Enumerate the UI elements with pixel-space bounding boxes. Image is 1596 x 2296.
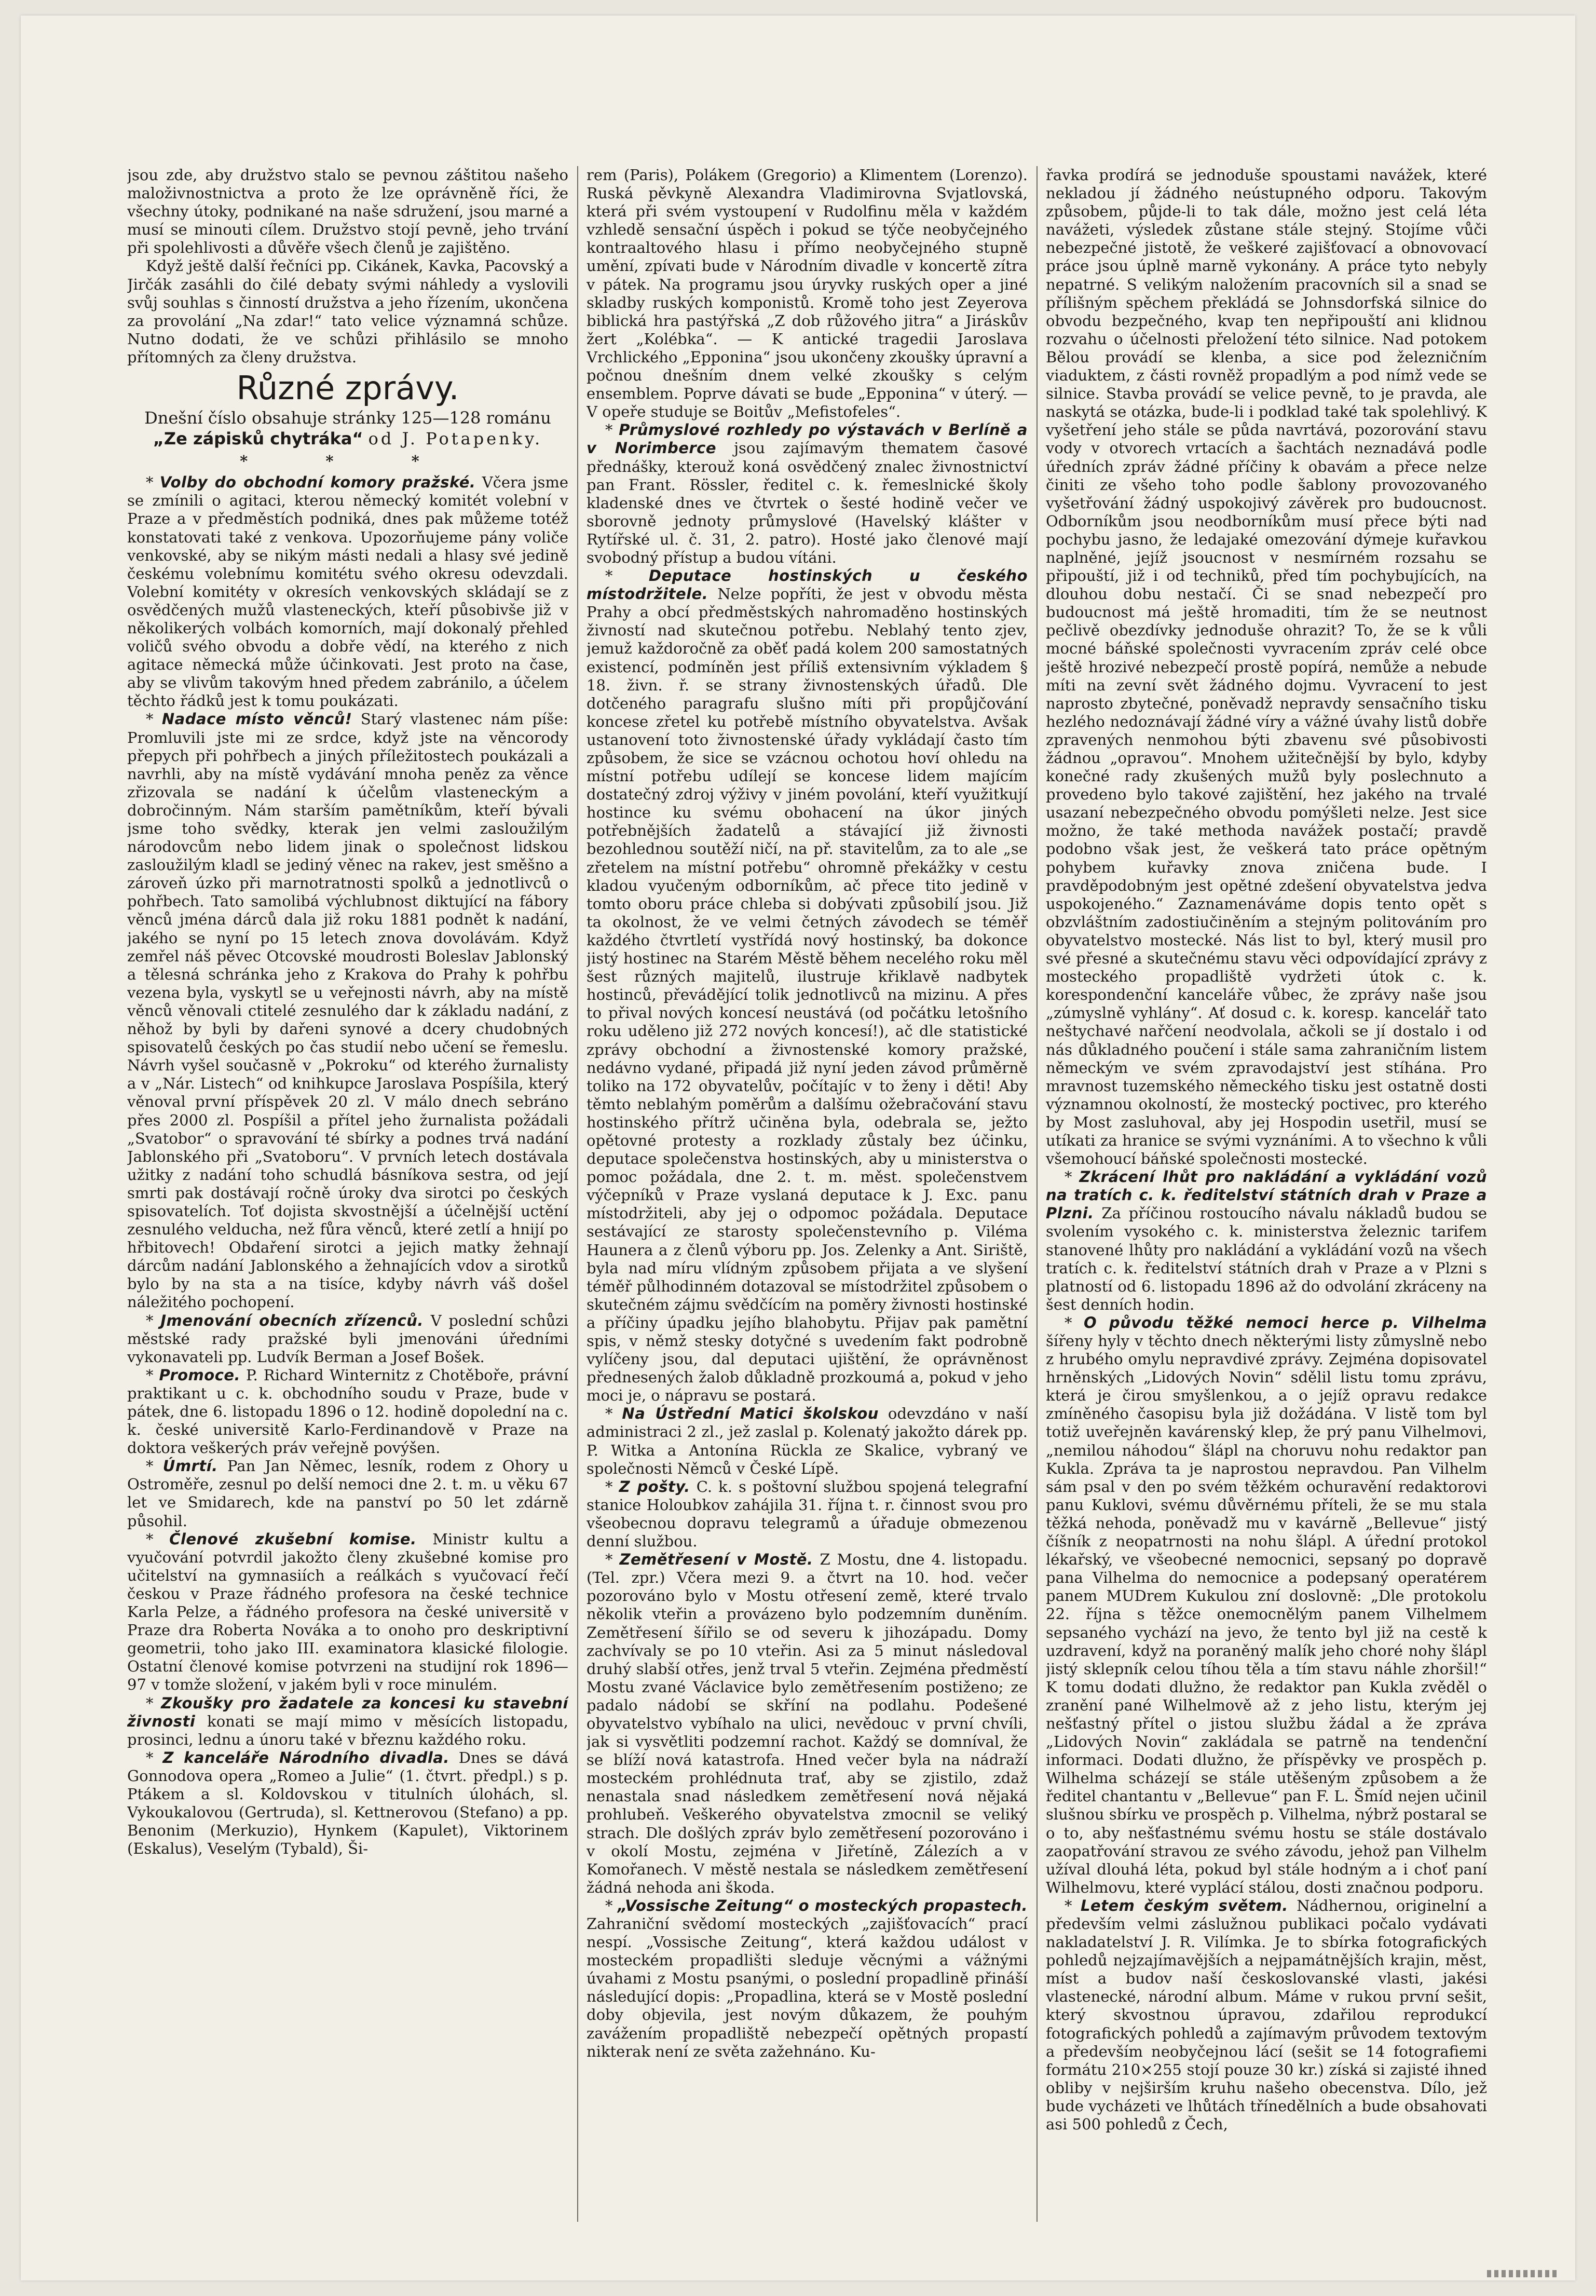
article-heading: Zemětřesení v Mostě. — [619, 1551, 813, 1569]
lead-text: Dnešní číslo obsahuje stránky 125—128 románu — [144, 408, 551, 428]
article-text: šířeny hyly v těchto dnech některými listy zůmyslně nebo z hrubého omylu nepravdivé zprávy. Zejména dopisovatel hrněnských „Lidových Novin“ sdělil listu tomu zprávu, která je čirou smyšlenkou, a o jejíž opravu redakce zmíněného časopisu byla již dožádána. V listě tom byl totiž uveřejněn kavárenský klep, že prý panu Vilhelmovi, „nemilou náhodou“ šlápl na choruvu nohu redaktor pan Kukla. Zpráva ta je naprostou nepravdou. Pan Vilhelm sám psal v den po svém těžkém ochuravění redaktorovi panu Kuklovi, svému důvěrnému příteli, že se mu stala těžká nehoda, poněvadž mu v kavárně „Bellevue“ jistý číšník z neopatrnosti na nohu šlápl. A úřední protokol lékařský, ve všeobecné nemocnici, sepsaný po dopravě pana Vilhelma do nemocnice a podepsaný operatérem panem MUDrem Kukulou zní doslovně: „Dle protokolu 22. října s těžce onemocnělým panem Vilhelmem sepsaného vychází na jevo, že tento byl již na cestě k uzdravení, když na poraněný malík jeho choré nohy šlápl jistý sklepník celou tíhou těla a tím stavu náhle zhoršil!“ K tomu dodati dlužno, že redaktor pan Kukla zvěděl o zranění pané Wilhelmově až z jeho listu, kterým jej nešťastný přítel o jistou službu žádal a že zpráva „Lidových Novin“ zakládala se patrně na tendenční informaci. Dodati dlužno, že příspěvky ve prospěch p. Wilhelma scházejí se stále utěšeným způsobem a že ředitel chantantu v „Bellevue“ pan F. L. Šmíd nejen učinil slušnou sbírku ve prospěch p. Vilhelma, nýbrž postaral se o to, aby nešťastnému svému hostu se stále dostávalo zaopatřování stravou ze svého závodu, jehož pan Vilhelm užíval dlouhá léta, pokud byl stále hodným a i choť paní Wilhelmovu, které vyplácí stálou, dosti značnou podporu. — [1046, 1332, 1487, 1896]
article-text: Nádhernou, originelní a především velmi záslužnou publikaci počalo vydávati nakladatelství J. R. Vilímka. Je to sbírka fotografických pohledů nejzajímavějších a nejpamátnějších krajin, měst, míst a budov naší českoslovanské vlasti, jakési vlastenecké, národní album. Máme v rukou první sešit, který skvostnou úpravou, zdařilou reprodukcí fotografických pohledů a zajímavým průvodem textovým a především neobyčejnou lácí (sešit se 14 fotografiemi formátu 210×255 stojí pouze 30 kr.) získá si zajisté ihned obliby v nejširším kruhu našeho obecenstva. Dílo, jež bude vycházeti ve lhůtách třínedělních a bude obsahovati asi 500 pohledů z Čech, — [1046, 1896, 1487, 2134]
article-text: Nelze popříti, že jest v obvodu města Prahy a obcí předměstských nahromaděno hostinských živností nad skutečnou potřebu. Neblahý tento zjev, jemuž každoročně za oběť padá kolem 200 samostatných existencí, podmíněn jest příliš extensivním výkladem § 18. živn. ř. se strany živnostenských úřadů. Dle dotčeného paragrafu slušno míti při propůjčování koncese zřetel ku potřebě místního obyvatelstva. Avšak ustanovení toto živnostenské úřady vykládají často tím způsobem, že sice se vzácnou ochotou hoví ohledu na místní potřebu udílejí se koncese lidem majícím dostatečný zdroj výživy v jiném povolání, kteří využitkují hostince ku svému obohacení na úkor jiných potřebnějších žadatelů a stávající již živnosti bezohlednou soutěží ničí, na př. stavitelům, za to ale „se zřetelem na místní potřebu“ ohromně překážky v cestu kladou vyučeným odborníkům, ač přece tito jedině v tomto oboru práce chleba si dobývati způsobilí jsou. Již ta okolnost, že ve velmi četných závodech se téměř každého čtvrtletí vystřídá nový hostinský, ba dokonce jistý hostinec na Starém Městě během necelého roku měl šest různých majitelů, ilustruje křiklavě nadbytek hostinců, převádějící tolik jednotlivců na mizinu. A přes to přival nových koncesí neustává (od počátku letošního roku uděleno již 272 nových koncesí!), ač dle statistické zprávy obchodní a živnostenské komory pražské, nedávno vydané, připadá již nyní jeden závod průměrně toliko na 172 obyvatelův, počítajíc v to ženy i děti! Aby těmto neblahým poměrům a dalšímu ožebračování stavu hostinského přítrž učiněna byla, odebrala se, ježto opětovné protesty a rozklady zůstaly bez účinku, deputace společenstva hostinských, aby u ministerstva o pomoc požádala, dne 2. t. m. měst. společenstvem výčepníků v Praze vyslaná deputace k J. Exc. panu místodržiteli, aby jej o odpomoc požádala. Deputace sestávající ze starosty společenstevního p. Viléma Haunera a z členů výboru pp. Jos. Zelenky a Ant. Siriště, byla nad míru vlídným způsobem přijata a ve slyšení téměř půlhodinném dotazoval se místodržitel způsobem o skutečném zájmu svědčícím na poměry živnosti hostinské a příčiny úpadku jejího blahobytu. Přijav pak pamětní spis, v němž stesky dotyčné s uvedením fakt podrobně vylíčeny jsou, dal deputaci ujištění, že oprávněnost přednesených žalob důkladně prozkoumá a, pokud v jeho moci je, o nápravu se postará. — [586, 585, 1028, 1405]
article-heading: „Vossische Zeitung“ o mosteckých propastech. — [617, 1896, 1028, 1914]
paragraph: Když ještě další řečníci pp. Cikánek, Kavka, Pacovský a Jirčák zasáhli do čilé debaty svými náhledy a vyslovili svůj souhlas s činností družstva a jeho řízením, ukončena za provolání „Na zdar!“ tato velice významná schůze. Nutno dodati, že ve schůzi přihlásilo se mnoho přítomných za členy družstva. — [127, 257, 568, 366]
article-heading: Z pošty. — [619, 1477, 690, 1496]
article: * Členové zkušební komise. Ministr kultu a vyučování potvrdil jakožto členy zkušebné komise pro učitelství na gymnasiích a reálkách s vyučovací řečí českou v Praze řádného profesora na české technice Karla Pelze, a řádného profesora na české universitě v Praze dra Roberta Nováka a to onoho pro deskriptivní geometrii, toho jako III. examinatora klasické filologie. Ostatní členové komise potvrzeni na studijní rok 1896—97 v tomže složení, v jakém byli v roce minulém. — [127, 1530, 568, 1694]
article-heading: Nadace místo věnců! — [161, 710, 352, 728]
article-heading: O původu těžké nemoci herce p. Vilhelma — [1084, 1313, 1487, 1332]
article-heading: Úmrtí. — [162, 1457, 218, 1475]
article-heading: Jmenování obecních zřízenců. — [160, 1311, 424, 1329]
article: * Deputace hostinských u českého místodržitele. Nelze popříti, že jest v obvodu města Prahy a obcí předměstských nahromaděno hostinských živností nad skutečnou potřebu. Neblahý tento zjev, jemuž každoročně za oběť padá kolem 200 samostatných existencí, podmíněn jest příliš extensivním výkladem § 18. živn. ř. se strany živnostenských úřadů. Dle dotčeného paragrafu slušno míti při propůjčování koncese zřetel ku potřebě místního obyvatelstva. Avšak ustanovení toto živnostenské úřady vykládají často tím způsobem, že sice se vzácnou ochotou hoví ohledu na místní potřebu udílejí se koncese lidem majícím dostatečný zdroj výživy v jiném povolání, kteří využitkují hostince ku svému obohacení na úkor jiných potřebnějších žadatelů a stávající již živnosti bezohlednou soutěží ničí, na př. stavitelům, za to ale „se zřetelem na místní potřebu“ ohromně překážky v cestu kladou vyučeným odborníkům, ač přece tito jedině v tomto oboru práce chleba si dobývati způsobilí jsou. Již ta okolnost, že ve velmi četných závodech se téměř každého čtvrtletí vystřídá nový hostinský, ba dokonce jistý hostinec na Starém Městě během necelého roku měl šest různých majitelů, ilustruje křiklavě nadbytek hostinců, převádějící tolik jednotlivců na mizinu. A přes to přival nových koncesí neustává (od počátku letošního roku uděleno již 272 nových koncesí!), ač dle statistické zprávy obchodní a živnostenské komory pražské, nedávno vydané, připadá již nyní jeden závod průměrně toliko na 172 obyvatelův, počítajíc v to ženy i děti! Aby těmto neblahým poměrům a dalšímu ožebračování stavu hostinského přítrž učiněna byla, odebrala se, ježto opětovné protesty a rozklady zůstaly bez účinku, deputace společenstva hostinských, aby u ministerstva o pomoc požádala, dne 2. t. m. měst. společenstvem výčepníků v Praze vyslaná deputace k J. Exc. panu místodržiteli, aby jej o odpomoc požádala. Deputace sestávající ze starosty společenstevního p. Viléma Haunera a z členů výboru pp. Jos. Zelenky a Ant. Siriště, byla nad míru vlídným způsobem přijata a ve slyšení téměř půlhodinném dotazoval se místodržitel způsobem o skutečném zájmu svědčícím na poměry živnosti hostinské a příčiny úpadku jejího blahobytu. Přijav pak pamětní spis, v němž stesky dotyčné s uvedením fakt podrobně vylíčeny jsou, dal deputaci ujištění, že oprávněnost přednesených žalob důkladně prozkoumá a, pokud v jeho moci je, o nápravu se postará. — [586, 567, 1028, 1405]
column-rule — [577, 166, 578, 2222]
article-heading: Členové zkušební komise. — [169, 1530, 417, 1548]
column-1 — [127, 166, 568, 2222]
lead-notice — [127, 407, 568, 449]
scan-edge-mark — [1487, 2270, 1560, 2277]
article-heading: Průmyslové rozhledy po výstavách v Berlíně a v Norimberce — [586, 421, 1028, 457]
article-text: konati se mají mimo v měsících listopadu, prosinci, lednu a únoru také v březnu každého roku. — [127, 1712, 568, 1748]
paragraph: rem (Paris), Polákem (Gregorio) a Klimentem (Lorenzo). Ruská pěvkyně Alexandra Vladimirovna Svjatlovská, která při svém vystoupení v Rudolfinu měla v každém vzhledě sensační úspěch i pokud se týče neobyčejného kontraaltového hlasu i přímo neobyčejného stupně umění, zpívati bude v Národním divadle v koncertě zítra v pátek. Na programu jsou úryvky ruských oper a jiné skladby ruských komponistů. Kromě toho jest Zeyerova biblická hra pastýřská „Z dob růžového jitra“ a Jiráskův žert „Kolébka“. — K antické tragedii Jaroslava Vrchlického „Epponina“ jsou ukončeny zkoušky úpravní a počnou dnešním dnem velké zkoušky s celým ensemblem. Poprve dávati se bude „Epponina“ v úterý. — V opeře studuje se Boitův „Mefistofeles“. — [586, 166, 1028, 421]
column-rule — [1036, 166, 1038, 2222]
article-text: Zahraniční svědomí mosteckých „zajišťovacích“ prací nespí. „Vossische Zeitung“, která každou událost v mosteckém propadlišti sleduje věcnými a vážnými úvahami z Mostu psanými, o poslední propadlině přináší následující dopis: „Propadlina, která se v Mostě poslední doby objevila, jest novým důkazem, že pouhým zavážením propadliště nebezpečí opětných propastí nikterak není ze světa zažehnáno. Ku- — [586, 1915, 1028, 2060]
article: * Letem českým světem. Nádhernou, originelní a především velmi záslužnou publikaci počalo vydávati nakladatelství J. R. Vilímka. Je to sbírka fotografických pohledů nejzajímavějších a nejpamátnějších krajin, měst, míst a budov naší českoslovanské vlasti, jakési vlastenecké, národní album. Máme v rukou první sešit, který skvostnou úpravou, zdařilou reprodukcí fotografických pohledů a zajímavým průvodem textovým a především neobyčejnou lácí (sešit se 14 fotografiemi formátu 210×255 stojí pouze 30 kr.) získá si zajisté ihned obliby v nejširším kruhu našeho obecenstva. Dílo, jež bude vycházeti ve lhůtách třínedělních a bude obsahovati asi 500 pohledů z Čech, — [1046, 1896, 1487, 2134]
article-text: Z Mostu, dne 4. listopadu. (Tel. zpr.) Včera mezi 9. a čtvrt na 10. hod. večer pozorováno bylo v Mostu otřesení země, které trvalo několik vteřin a provázeno bylo podzemním duněním. Zemětřesení šířilo se od severu k jihozápadu. Domy zachvívaly se po 10 vteřin. Asi za 5 minut následoval druhý slabší otřes, jenž trval 5 vteřin. Zejména předměstí Mostu zvané Václavice bylo zemětřesením postiženo; ze padalo nádobí se skříní na podlahu. Podešené obyvatelstvo vybíhalo na ulici, nevědouc v první chvíli, jak si vysvětliti podzemní rachot. Každý se domníval, že se blíží nová katastrofa. Hned večer byla na nádraží mosteckém prohlédnuta trať, aby se zjistilo, zdaž nenastala snad následkem zemětřesení nová nějaká prohlubeň. Veškerého obyvatelstva zmocnil se veliký strach. Dle došlých zpráv bylo zemětřesení pozorováno i v okolí Mostu, zejména v Jiřetíně, Zálezích a v Komořanech. V městě nestala se následkem zemětřesení žádná nehoda ani škoda. — [586, 1551, 1028, 1896]
article: * Volby do obchodní komory pražské. Včera jsme se zmínili o agitaci, kterou německý komitét volební v Praze a v předměstích podniká, dnes pak můžeme totéž konstatovati také z venkova. Upozorňujeme pány voliče venkovské, aby se nikým másti nedali a hlasy své jedině českému volebnímu komitétu svého okresu odevzdali. Volební komitéty v okresích venkovských skládají se z osvědčených mužů vlasteneckých, kteří působivše již v několikerých volbách komorních, mají dokonalý přehled voličů svého obvodu a dobře vědí, na kterého z nich agitace německá může účinkovati. Jest proto na čase, aby se vlivům takovým hned předem zabránilo, a účelem těchto řádků jest k tomu poukázati. — [127, 473, 568, 710]
article: * Zkoušky pro žadatele za koncesi ku stavební živnosti konati se mají mimo v měsících listopadu, prosinci, lednu a únoru také v březnu každého roku. — [127, 1694, 568, 1748]
article-text: jsou zajímavým thematem časové přednášky, kterouž koná osvědčený znalec živnostnictví pan Frant. Rössler, ředitel c. k. řemeslnické školy kladenské dnes ve čtvrtek o šesté hodině večer ve sborovně jednoty průmyslové (Havelský klášter v Rytířské ul. č. 31, 2. patro). Hosté jako členové mají svobodný přístup a budou vítáni. — [586, 439, 1028, 566]
article-heading: Volby do obchodní komory pražské. — [159, 473, 476, 492]
article-text: Pan Jan Němec, lesník, rodem z Ohory u Ostroměře, zesnul po delší nemoci dne 2. t. m. u věku 67 let ve Smidarech, kde na panství po 50 let zdárně půsohil. — [127, 1457, 568, 1530]
article: * „Vossische Zeitung“ o mosteckých propastech. Zahraniční svědomí mosteckých „zajišťovacích“ prací nespí. „Vossische Zeitung“, která každou událost v mosteckém propadlišti sleduje věcnými a vážnými úvahami z Mostu psanými, o poslední propadlině přináší následující dopis: „Propadlina, která se v Mostě poslední doby objevila, jest novým důkazem, že pouhým zavážením propadliště nebezpečí opětných propastí nikterak není ze světa zažehnáno. Ku- — [586, 1896, 1028, 2060]
article-heading: Promoce. — [159, 1366, 241, 1384]
article: * Na Ústřední Matici školskou odevzdáno v naší administraci 2 zl., jež zaslal p. Kolenatý jakožto dárek pp. P. Witka a Antonína Rückla ze Skalice, vybraný ve společnosti Němců v České Lípě. — [586, 1405, 1028, 1477]
article-heading: Letem českým světem. — [1081, 1896, 1288, 1914]
article-text: Starý vlastenec nám píše: Promluvili jste mi ze srdce, když jste na věncorody přepych při pohřbech a jiných příležitostech poukázali a navrhli, aby na místě vydávání mnoha peněz za věnce zřizovala se nadání k účelům vlasteneckým a dobročinným. Nám starším pamětníkům, kteří bývali jsme toho svědky, kterak jen velmi zasloužilým národovcům nebo lidem jinak o společnost lidskou zasloužilým kladl se jediný věnec na rakev, jest směšno a zároveň úzko při marnotratnosti spolků a jednotlivců o pohřbech. Tato samolibá výchlubnost diktující na fábory věnců jména dárců dala již roku 1881 podnět k nadání, jakého se nyní po 15 letech znova dovolávám. Když zemřel náš pěvec Otcovské moudrosti Boleslav Jablonský a tělesná schránka jeho z Krakova do Prahy k pohřbu vezena byla, vyskytl se u veřejnosti návrh, aby na místě věnců věnovali ctitelé zesnulého dar k základu nadání, z něhož by byli by dařeni synové a dcery chudobných spisovatelů českých po čas studií nebo učení se řemeslu. Návrh vyšel současně v „Pokroku“ od kterého žurnalisty a v „Nár. Listech“ od knihkupce Jaroslava Pospíšila, který věnoval první příspěvek 20 zl. V málo dnech sebráno přes 2000 zl. Pospíšil a přítel jeho žurnalista požádali „Svatobor“ o spravování té sbírky a podnes trvá nadání Jablonského při „Svatoboru“. V prvních letech dostávala užitky z nadání toho schudlá básníkova sestra, od její smrti pak dostávají ročně úroky dva sirotci po českých spisovatelích. Toť dojista skvostnější a účelnější uctění zesnulého velducha, než fůra věnců, které zetlí a hnijí po hřbitovech! Obdaření sirotci a jejich matky žehnají dárcům nadání Jablonského a žehnajících vdov a sirotků bylo by na sta a na tisíce, kdyby návrh váš došel náležitého pochopení. — [127, 710, 568, 1311]
article: * Z pošty. C. k. s poštovní službou spojená telegrafní stanice Holoubkov zahájila 31. října t. r. činnost svou pro všeobecnou dopravu telegramů a úřaduje obmezenou denní službou. — [586, 1477, 1028, 1551]
paragraph: jsou zde, aby družstvo stalo se pevnou záštitou našeho maloživnostnictva a proto že lze oprávněně říci, že všechny útoky, podnikané na naše sdružení, jsou marné a musí se minouti cílem. Družstvo stojí pevně, jeho trvání při spolehlivosti a důvěře všech členů je zajištěno. — [127, 166, 568, 257]
section-divider: * * * — [240, 452, 456, 470]
article-heading: Deputace hostinských u českého místodržitele. — [586, 567, 1028, 603]
article: * Průmyslové rozhledy po výstavách v Berlíně a v Norimberce jsou zajímavým thematem časové přednášky, kterouž koná osvědčený znalec živnostnictví pan Frant. Rössler, ředitel c. k. řemeslnické školy kladenské dnes ve čtvrtek o šesté hodině večer ve sborovně jednoty průmyslové (Havelský klášter v Rytířské ul. č. 31, 2. patro). Hosté jako členové mají svobodný přístup a budou vítáni. — [586, 421, 1028, 566]
article-text: odevzdáno v naší administraci 2 zl., jež zaslal p. Kolenatý jakožto dárek pp. P. Witka a Antonína Rückla ze Skalice, vybraný ve společnosti Němců v České Lípě. — [586, 1405, 1028, 1477]
article: * Promoce. P. Richard Winternitz z Chotěboře, právní praktikant u c. k. obchodního soudu v Praze, bude v pátek, dne 6. listopadu 1896 o 12. hodině dopolední na c. k. české universitě Karlo-Ferdinandově v Praze na doktora veškerých práv veřejně povýšen. — [127, 1366, 568, 1457]
paragraph: řavka prodírá se jednoduše spoustami navážek, které nekladou jí žádného neústupného odporu. Takovým způsobem, půjde-li to tak dále, možno jest celá léta navážeti, výsledek zůstane stále stejný. Stojíme vůči nebezpečné jistotě, že veškeré zajišťovací a obnovovací práce jsou úplně marně vykonány. A práce tyto nebyly nepatrné. S velikým naložením pracovních sil a snad se přílišným spěchem překládá se Johnsdorfská silnice do obvodu bezpečného, kvap ten nepřipouští ani klidnou rozvahu o účelnosti přeložení této silnice. Nad potokem Bělou provádí se klenba, a sice pod železničním viaduktem, z části rovněž propadlým a pod nímž vede se silnice. Stavba provádí se velice pevně, to je pravda, ale naskytá se otázka, bude-li i podklad také tak spolehlivý. K vyšetření jeho stále se půda navrtává, pozorování stavu vody v otvorech vrtacích a šachtách neznadává podle úředních zpráv žádné příčiny k obavám a přece nelze činiti ze všeho toho podle šablony provozovaného vyšetřování žádný uspokojivý závěrek pro budoucnost. Odborníkům jsou neodborníkům musí přece býti nad pochybu jasno, že ledajaké omezování dýmeje kuřavkou naplněné, jejíž jsoucnost v nesmírném rozsahu se připouští, již i od techniků, před tím pochybujících, na dlouhou dobu nestačí. Či se snad nebezpečí pro budoucnost má ještě hromaditi, tím že se neutnost pečlivě obezdívky jednoduše ohrazit? To, že se k vůli mocné báňské společnosti vyvracením zpráv celé obce ještě hrozivé nebezpečí prostě popírá, nemůže a nebude míti na zevní svět žádného dojmu. Vyvracení to jest naprosto zbytečné, poněvadž nepravdy sensačního tisku hezlého nedoznávají žádné víry a vážné úvahy listů dobře zpravených nenmohou býti zbavenu své působivosti žádnou „opravou“. Mnohem užitečnější by bylo, kdyby konečné rady zkušených mužů byly poslechnuto a provedeno bylo takové zajištění, hez jakého na trvalé usazaní nebezpečného obvodu pomýšleti nelze. Jest sice možno, že také methoda navážek postačí; pravdě podobno však jest, že veškerá tato práce opětným pohybem kuřavky znova zničena bude. I pravděpodobným jest opětné zdešení obyvatelstva jedva uspokojeného.“ Zaznamenáváme dopis tento opět s obzvláštním zadostiučiněním a stejným politováním pro obyvatelstvo mostecké. Nás list to byl, který musil pro své přesné a skutečnému stavu věci odpovídající zprávy z mosteckého propadliště vydržeti útok c. k. korespondenční kanceláře vůbec, že zprávy naše jsou „zúmyslně vyhlány“. Ať dosud c. k. koresp. kancelář tato neštychavé nařčení neodvolala, ačkoli se jí dostalo i od nás důkladného poučení i stále sama zahraničním listem německým ve svém zpravodajství jest stíhána. Pro mravnost tuzemského německého tisku jest ostatně dosti významnou okolností, že mostecký poctivec, pro kterého by Most zasluhoval, aby jej Hospodin usetřil, musí se utíkati za hranice se svými vyznáními. A to všechno k vůli všemohoucí báňské společnosti mostecké. — [1046, 166, 1487, 1168]
article-heading: Zkoušky pro žadatele za koncesi ku stavební živnosti — [127, 1694, 568, 1730]
section-title: Různé zprávy. — [236, 369, 459, 407]
article: * Zkrácení lhůt pro nakládání a vykládání vozů na tratích c. k. ředitelství státních drah v Praze a Plzni. Za příčinou rostoucího návalu nákladů budou se svolením vysokého c. k. ministerstva železnic tarifem stanovené lhůty pro nakládání a vykládání vozů na všech tratích c. k. ředitelství státních drah v Praze a v Plzni s platností od 6. listopadu 1896 až do odvolání zkráceny na šest denních hodin. — [1046, 1168, 1487, 1313]
article: * Úmrtí. Pan Jan Němec, lesník, rodem z Ohory u Ostroměře, zesnul po delší nemoci dne 2. t. m. u věku 67 let ve Smidarech, kde na panství po 50 let zdárně půsohil. — [127, 1457, 568, 1530]
article-text: Za příčinou rostoucího návalu nákladů budou se svolením vysokého c. k. ministerstva železnic tarifem stanovené lhůty pro nakládání a vykládání vozů na všech tratích c. k. ředitelství státních drah v Praze a v Plzni s platností od 6. listopadu 1896 až do odvolání zkráceny na šest denních hodin. — [1046, 1204, 1487, 1313]
article: * Nadace místo věnců! Starý vlastenec nám píše: Promluvili jste mi ze srdce, když jste na věncorody přepych při pohřbech a jiných příležitostech poukázali a navrhli, aby na místě vydávání mnoha peněz za věnce zřizovala se nadání k účelům vlasteneckým a dobročinným. Nám starším pamětníkům, kteří bývali jsme toho svědky, kterak jen velmi zasloužilým národovcům nebo lidem jinak o společnost lidskou zasloužilým kladl se jediný věnec na rakev, jest směšno a zároveň úzko při marnotratnosti spolků a jednotlivců o pohřbech. Tato samolibá výchlubnost diktující na fábory věnců jména dárců dala již roku 1881 podnět k nadání, jakého se nyní po 15 letech znova dovolávám. Když zemřel náš pěvec Otcovské moudrosti Boleslav Jablonský a tělesná schránka jeho z Krakova do Prahy k pohřbu vezena byla, vyskytl se u veřejnosti návrh, aby na místě věnců věnovali ctitelé zesnulého dar k základu nadání, z něhož by byli by dařeni synové a dcery chudobných spisovatelů českých po čas studií nebo učení se řemeslu. Návrh vyšel současně v „Pokroku“ od kterého žurnalisty a v „Nár. Listech“ od knihkupce Jaroslava Pospíšila, který věnoval první příspěvek 20 zl. V málo dnech sebráno přes 2000 zl. Pospíšil a přítel jeho žurnalista požádali „Svatobor“ o spravování té sbírky a podnes trvá nadání Jablonského při „Svatoboru“. V prvních letech dostávala užitky z nadání toho schudlá básníkova sestra, od její smrti pak dostávají ročně úroky dva sirotci po českých spisovatelích. Toť dojista skvostnější a účelnější uctění zesnulého velducha, než fůra věnců, které zetlí a hnijí po hřbitovech! Obdaření sirotci a jejich matky žehnají dárcům nadání Jablonského a žehnajících vdov a sirotků bylo by na sta a na tisíce, kdyby návrh váš došel náležitého pochopení. — [127, 710, 568, 1311]
article: * Jmenování obecních zřízenců. V poslední schůzi městské rady pražské byli jmenováni úředními vykonavateli pp. Ludvík Berman a Josef Bošek. — [127, 1311, 568, 1366]
article-text: P. Richard Winternitz z Chotěboře, právní praktikant u c. k. obchodního soudu v Praze, bude v pátek, dne 6. listopadu 1896 o 12. hodině dopolední na c. k. české universitě Karlo-Ferdinandově v Praze na doktora veškerých práv veřejně povýšen. — [127, 1366, 568, 1457]
article-text: Dnes se dává Gonnodova opera „Romeo a Julie“ (1. čtvrt. předpl.) s p. Ptákem a sl. Koldovskou v titulních úlohách, sl. Vykoukalovou (Gertruda), sl. Kettnerovou (Stefano) a pp. Benonim (Merkuzio), Hynkem (Kapulet), Viktorinem (Eskalus), Veselým (Tybald), Ši- — [127, 1748, 568, 1858]
article: * Zemětřesení v Mostě. Z Mostu, dne 4. listopadu. (Tel. zpr.) Včera mezi 9. a čtvrt na 10. hod. večer pozorováno bylo v Mostu otřesení země, které trvalo několik vteřin a provázeno bylo podzemním duněním. Zemětřesení šířilo se od severu k jihozápadu. Domy zachvívaly se po 10 vteřin. Asi za 5 minut následoval druhý slabší otřes, jenž trval 5 vteřin. Zejména předměstí Mostu zvané Václavice bylo zemětřesením postiženo; ze padalo nádobí se skříní na podlahu. Podešené obyvatelstvo vybíhalo na ulici, nevědouc v první chvíli, jak si vysvětliti podzemní rachot. Každý se domníval, že se blíží nová katastrofa. Hned večer byla na nádraží mosteckém prohlédnuta trať, aby se zjistilo, zdaž nenastala snad následkem zemětřesení nová nějaká prohlubeň. Veškerého obyvatelstva zmocnil se veliký strach. Dle došlých zpráv bylo zemětřesení pozorováno i v okolí Mostu, zejména v Jiřetíně, Zálezích a v Komořanech. V městě nestala se následkem zemětřesení žádná nehoda ani škoda. — [586, 1551, 1028, 1896]
article-heading: Z kanceláře Národního divadla. — [162, 1748, 449, 1767]
article-text: Včera jsme se zmínili o agitaci, kterou německý komitét volební v Praze a v předměstích podniká, dnes pak můžeme totéž konstatovati také z venkova. Upozorňujeme pány voliče venkovské, aby se nikým másti nedali a hlasy své jedině českému volebnímu komitétu svého okresu odevzdali. Volební komitéty v okresích venkovských skládají se z osvědčených mužů vlasteneckých, kteří působivše již v několikerých volbách komorních, mají dokonalý přehled voličů svého obvodu a dobře vědí, na kterého z nich agitace německá může účinkovati. Jest proto na čase, aby se vlivům takovým hned předem zabránilo, a účelem těchto řádků jest k tomu poukázati. — [127, 473, 568, 710]
newspaper-page — [21, 16, 1575, 2280]
article: * O původu těžké nemoci herce p. Vilhelma šířeny hyly v těchto dnech některými listy zůmyslně nebo z hrubého omylu nepravdivé zprávy. Zejména dopisovatel hrněnských „Lidových Novin“ sdělil listu tomu zprávu, která je čirou smyšlenkou, a o jejíž opravu redakce zmíněného časopisu byla již dožádána. V listě tom byl totiž uveřejněn kavárenský klep, že prý panu Vilhelmovi, „nemilou náhodou“ šlápl na choruvu nohu redaktor pan Kukla. Zpráva ta je naprostou nepravdou. Pan Vilhelm sám psal v den po svém těžkém ochuravění redaktorovi panu Kuklovi, svému důvěrnému příteli, že se mu stala těžká nehoda, poněvadž mu v kavárně „Bellevue“ jistý číšník z neopatrnosti na nohu šlápl. A úřední protokol lékařský, ve všeobecné nemocnici, sepsaný po dopravě pana Vilhelma do nemocnice a podepsaný operatérem panem MUDrem Kukulou zní doslovně: „Dle protokolu 22. října s těžce onemocnělým panem Vilhelmem sepsaného vychází na jevo, že tento byl již na cestě k uzdravení, když na poraněný malík jeho choré nohy šlápl jistý sklepník celou tíhou těla a tím stavu náhle zhoršil!“ K tomu dodati dlužno, že redaktor pan Kukla zvěděl o zranění pané Wilhelmově až z jeho listu, kterým jej nešťastný přítel o jistou službu žádal a že zpráva „Lidových Novin“ zakládala se patrně na tendenční informaci. Dodati dlužno, že příspěvky ve prospěch p. Wilhelma scházejí se stále utěšeným způsobem a že ředitel chantantu v „Bellevue“ pan F. L. Šmíd nejen učinil slušnou sbírku ve prospěch p. Vilhelma, nýbrž postaral se o to, aby nešťastnému svému hostu se stále dostávalo zaopatřování stravou ze svého závodu, jehož pan Vilhelm užíval dlouhá léta, pokud byl stále hodným a i choť paní Wilhelmovu, které vyplácí stálou, dosti značnou podporu. — [1046, 1313, 1487, 1896]
article-heading: Zkrácení lhůt pro nakládání a vykládání vozů na tratích c. k. ředitelství státních drah v Praze a Plzni. — [1046, 1168, 1487, 1222]
column-2 — [586, 166, 1028, 2222]
article-text: V poslední schůzi městské rady pražské byli jmenováni úředními vykonavateli pp. Ludvík Berman a Josef Bošek. — [127, 1311, 568, 1366]
article: * Z kanceláře Národního divadla. Dnes se dává Gonnodova opera „Romeo a Julie“ (1. čtvrt. předpl.) s p. Ptákem a sl. Koldovskou v titulních úlohách, sl. Vykoukalovou (Gertruda), sl. Kettnerovou (Stefano) a pp. Benonim (Merkuzio), Hynkem (Kapulet), Viktorinem (Eskalus), Veselým (Tybald), Ši- — [127, 1748, 568, 1858]
article-text: Ministr kultu a vyučování potvrdil jakožto členy zkušebné komise pro učitelství na gymnasiích a reálkách s vyučovací řečí českou v Praze řádného profesora na české technice Karla Pelze, a řádného profesora na české universitě v Praze dra Roberta Nováka a to onoho pro deskriptivní geometrii, toho jako III. examinatora klasické filologie. Ostatní členové komise potvrzeni na studijní rok 1896—97 v tomže složení, v jakém byli v roce minulém. — [127, 1530, 568, 1694]
column-3 — [1046, 166, 1487, 2222]
lead-author: od J. Potapenky. — [368, 429, 543, 449]
article-text: C. k. s poštovní službou spojená telegrafní stanice Holoubkov zahájila 31. října t. r. činnost svou pro všeobecnou dopravu telegramů a úřaduje obmezenou denní službou. — [586, 1477, 1028, 1551]
article-heading: Na Ústřední Matici školskou — [622, 1405, 879, 1423]
novel-title: „Ze zápisků chytráka“ — [153, 429, 363, 449]
text-columns — [127, 166, 1487, 2222]
